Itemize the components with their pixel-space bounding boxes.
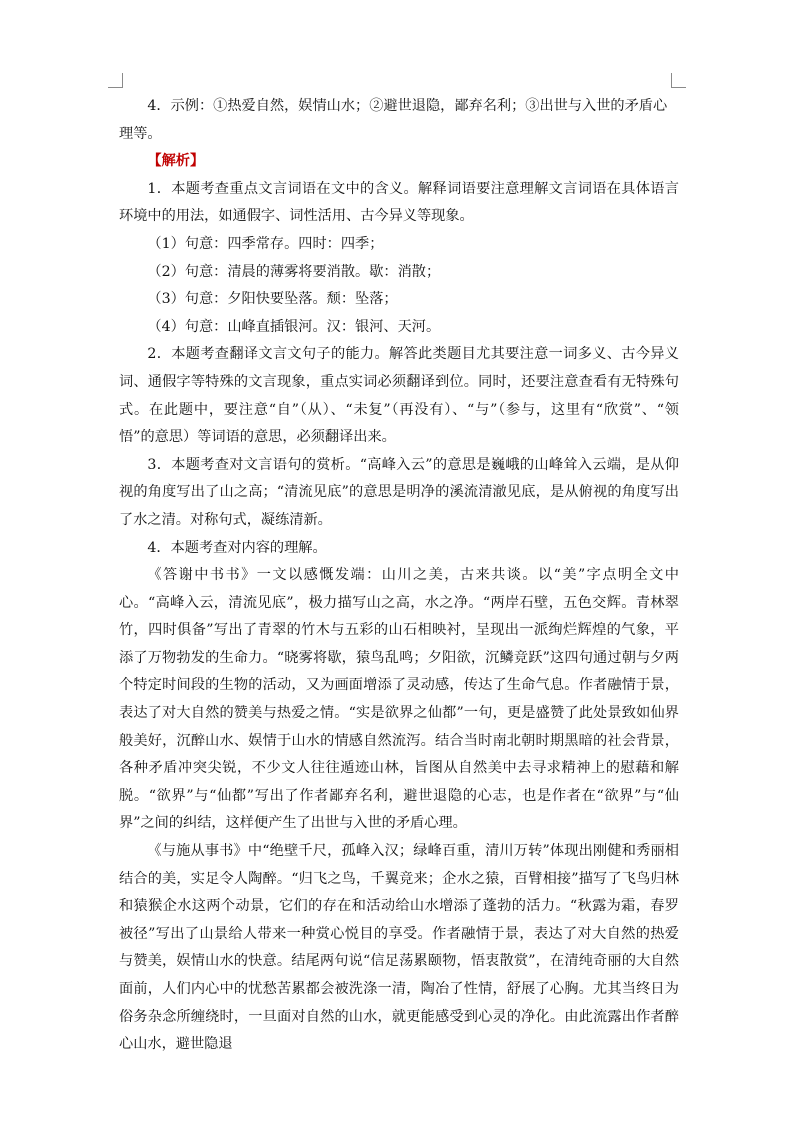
analysis-item-1-sub-2: （2）句意：清晨的薄雾将要消散。歇：消散； <box>147 263 441 280</box>
document-body <box>119 93 679 1059</box>
answer-4-line-1: 4．示例：①热爱自然，娱情山水；②避世退隐，鄙弃名利；③出世与入世的矛盾心 <box>147 98 668 114</box>
analysis-paragraph-shicongshi: 《与施从事书》中“绝壁千尺，孤峰入汉；绿峰百重，清川万转”体现出刚健和秀丽相结合的美，实足令人陶醉。“归飞之鸟，千翼竞来；企水之猿，百臂相接”描写了飞鸟归林和猿猴企水这两个动景，它们的存在和活动给山水增添了蓬勃的活力。“秋露为霜，春罗被径”写出了山景给人带来一种赏心悦目的享受。作者融情于景，表达了对大自然的热爱与赞美，娱情山水的快意。结尾两句说“信足荡累颐物，悟衷散赏”，在清纯奇丽的大自然面前，人们内心中的忧愁苦累都会被洗涤一清，陶冶了性情，舒展了心胸。尤其当终日为俗务杂念所缠绕时，一旦面对自然的山水，就更能感受到心灵的净化。由此流露出作者醉心山水，避世隐退 <box>119 843 679 1053</box>
answer-4-continued <box>119 121 679 149</box>
crop-mark-top-left <box>108 73 123 88</box>
analysis-item-3: 3．本题考查对文言语句的赏析。“高峰入云”的意思是巍峨的山峰耸入云端，是从仰视的角度写出了山之高；“清流见底”的意思是明净的溪流清澈见底，是从俯视的角度写出了水之清。对称句式，凝练清新。 <box>119 456 679 528</box>
analysis-item-4: 4．本题考查对内容的理解。 <box>147 539 327 556</box>
analysis-heading: 【解析】 <box>147 153 205 170</box>
analysis-paragraph-dazhongshu: 《答谢中书书》一文以感慨发端：山川之美，古来共谈。以“美”字点明全文中心。“高峰入云，清流见底”，极力描写山之高，水之净。“两岸石壁，五色交辉。青林翠竹，四时俱备”写出了青翠的竹木与五彩的山石相映衬，呈现出一派绚烂辉煌的气象，平添了万物勃发的生命力。“晓雾将歇，猿鸟乱鸣；夕阳欲，沉鳞竞跃”这四句通过朝与夕两个特定时间段的生物的活动，又为画面增添了灵动感，传达了生命气息。作者融情于景，表达了对大自然的赞美与热爱之情。“实是欲界之仙都”一句，更是盛赞了此处景致如仙界般美好，沉醉山水、娱情于山水的情感自然流泻。结合当时南北朝时期黑暗的社会背景，各种矛盾冲突尖锐，不少文人往往遁迹山林，旨图从自然美中去寻求精神上的慰藉和解脱。“欲界”与“仙都”写出了作者鄙弃名利，避世退隐的心志，也是作者在“欲界”与“仙界”之间的纠结，这样便产生了出世与入世的矛盾心理。 <box>119 567 679 832</box>
analysis-item-1: 1．本题考查重点文言词语在文中的含义。解释词语要注意理解文言词语在具体语言环境中的用法，如通假字、词性活用、古今异义等现象。 <box>119 180 679 225</box>
answer-4 <box>119 93 679 121</box>
analysis-item-1-sub-3: （3）句意：夕阳快要坠落。颓：坠落； <box>147 291 398 308</box>
answer-4-line-2: 理等。 <box>119 125 162 142</box>
analysis-item-2: 2．本题考查翻译文言文句子的能力。解答此类题目尤其要注意一词多义、古今异义词、通假字等特殊的文言现象，重点实词必须翻译到位。同时，还要注意查看有无特殊句式。在此题中，要注意“自”（从）、“未复”（再没有）、“与”（参与，这里有“欣赏”、“领悟”的意思）等词语的意思，必须翻译出来。 <box>119 346 679 446</box>
crop-mark-top-right <box>671 73 686 88</box>
analysis-item-1-sub-4: （4）句意：山峰直插银河。汉：银河、天河。 <box>147 318 441 335</box>
analysis-item-1-sub-1: （1）句意：四季常存。四时：四季； <box>147 235 384 252</box>
